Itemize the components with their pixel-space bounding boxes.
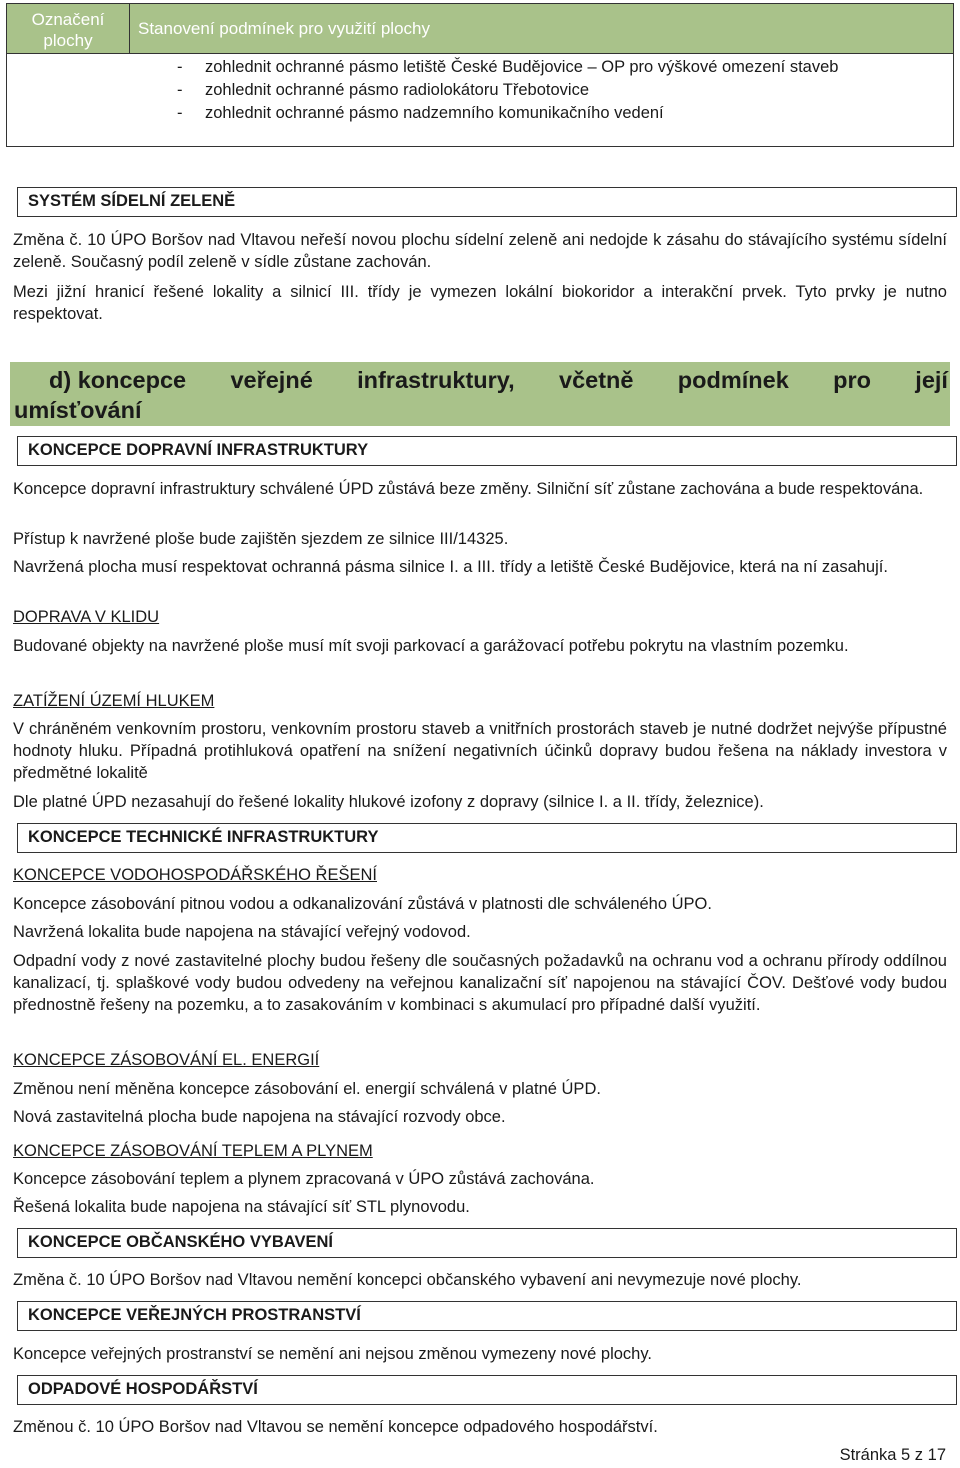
paragraph-el-1: Změnou není měněna koncepce zásobování el. energií schválená v platné ÚPD. (13, 1080, 601, 1098)
paragraph-zelen-1: Změna č. 10 ÚPO Boršov nad Vltavou neřeší novou plochu sídelní zeleně ani nedojde k zásahu do stávajícího systému sídelní zeleně. Současný podíl zeleně v sídle zůstane zachován. (13, 231, 947, 271)
row-dash: - (177, 104, 183, 122)
paragraph-doprava-3: Navržená plocha musí respektovat ochranná pásma silnice I. a III. třídy a letiště České Budějovice, která na ní zasahují. (13, 558, 888, 576)
row-text: zohlednit ochranné pásmo radiolokátoru Třebotovice (205, 81, 590, 99)
title-word: d) koncepce (49, 367, 187, 393)
title-word: podmínek (677, 367, 789, 393)
subheading-hluk: ZATÍŽENÍ ÚZEMÍ HLUKEM (13, 692, 215, 710)
paragraph-hluk-1: V chráněném venkovním prostoru, venkovním prostoru staveb a vnitřních prostorách staveb je nutné dodržet nejvýše přípustné hodnoty hluku. Případná protihluková opatření na snížení negativních účinků dopravy budou řešena na náklady investora v předmětné lokalitě (13, 720, 947, 782)
subheading-el: KONCEPCE ZÁSOBOVÁNÍ EL. ENERGIÍ (13, 1051, 320, 1069)
paragraph-klid: Budované objekty na navržené ploše musí mít svoji parkovací a garážovací potřebu pokrytu na vlastním pozemku. (13, 637, 849, 655)
subheading-voda: KONCEPCE VODOHOSPODÁŘSKÉHO ŘEŠENÍ (13, 866, 377, 884)
subheading-klid: DOPRAVA V KLIDU (13, 608, 160, 626)
table-col2-header: Stanovení podmínek pro využití plochy (138, 19, 430, 38)
title-word: veřejné (230, 367, 313, 393)
paragraph-voda-2: Navržená lokalita bude napojena na stávající veřejný vodovod. (13, 923, 471, 941)
paragraph-obcanske: Změna č. 10 ÚPO Boršov nad Vltavou nemění koncepci občanského vybavení ani nevymezuje nové plochy. (13, 1271, 802, 1289)
chapter-title-line1 (14, 365, 948, 395)
section-heading-obcanske: KONCEPCE OBČANSKÉHO VYBAVENÍ (17, 1228, 957, 1258)
table-header-line (7, 53, 953, 54)
paragraph-prostranstvi: Koncepce veřejných prostranství se nemění ani nejsou změnou vymezeny nové plochy. (13, 1345, 652, 1363)
title-word: pro (833, 367, 871, 393)
paragraph-voda-3: Odpadní vody z nové zastavitelné plochy budou řešeny dle současných požadavků na ochranu vod a ochranu přírody oddílnou kanalizací, tj. splaškové vody budou odvedeny na veřejnou kanalizační síť napojenou na stávající ČOV. Dešťové vody budou přednostně řešeny na pozemku, a to zasakováním v kombinaci s akumulací pro případné další využití. (13, 952, 947, 1014)
table-row (177, 56, 947, 79)
title-word: její (915, 367, 948, 393)
table-row (177, 102, 947, 125)
title-word: včetně (559, 367, 634, 393)
table-divider (129, 4, 130, 53)
paragraph-odpad: Změnou č. 10 ÚPO Boršov nad Vltavou se nemění koncepce odpadového hospodářství. (13, 1418, 658, 1436)
paragraph-el-2: Nová zastavitelná plocha bude napojena na stávající rozvody obce. (13, 1108, 506, 1126)
row-text: zohlednit ochranné pásmo nadzemního komunikačního vedení (205, 104, 664, 122)
section-heading-zelen: SYSTÉM SÍDELNÍ ZELENĚ (17, 187, 957, 217)
paragraph-plyn-2: Řešená lokalita bude napojena na stávající síť STL plynovodu. (13, 1198, 470, 1216)
page-number: Stránka 5 z 17 (839, 1446, 946, 1464)
paragraph-hluk-2: Dle platné ÚPD nezasahují do řešené lokality hlukové izofony z dopravy (silnice I. a II. třídy, železnice). (13, 793, 764, 811)
chapter-title-line2: umísťování (14, 397, 142, 423)
row-dash: - (177, 58, 183, 76)
row-dash: - (177, 81, 183, 99)
row-text: zohlednit ochranné pásmo letiště České Budějovice – OP pro výškové omezení staveb (205, 58, 839, 76)
section-heading-prostranstvi: KONCEPCE VEŘEJNÝCH PROSTRANSTVÍ (17, 1301, 957, 1331)
paragraph-plyn-1: Koncepce zásobování teplem a plynem zpracovaná v ÚPO zůstává zachována. (13, 1170, 595, 1188)
paragraph-doprava-2: Přístup k navržené ploše bude zajištěn sjezdem ze silnice III/14325. (13, 530, 509, 548)
paragraph-zelen-2: Mezi jižní hranicí řešené lokality a silnicí III. třídy je vymezen lokální biokoridor a interakční prvek. Tyto prvky je nutno respektovat. (13, 283, 947, 323)
table-rows (177, 56, 947, 125)
paragraph-voda-1: Koncepce zásobování pitnou vodou a odkanalizování zůstává v platnosti dle schváleného ÚPO. (13, 895, 712, 913)
section-heading-odpad: ODPADOVÉ HOSPODÁŘSTVÍ (17, 1375, 957, 1405)
subheading-plyn: KONCEPCE ZÁSOBOVÁNÍ TEPLEM A PLYNEM (13, 1142, 373, 1160)
table-col1-header: Označení plochy (31, 10, 105, 50)
title-word: infrastruktury, (357, 367, 515, 393)
paragraph-doprava-1: Koncepce dopravní infrastruktury schválené ÚPD zůstává beze změny. Silniční síť zůstane zachována a bude respektována. (13, 480, 924, 498)
section-heading-doprava: KONCEPCE DOPRAVNÍ INFRASTRUKTURY (17, 436, 957, 466)
section-heading-tech: KONCEPCE TECHNICKÉ INFRASTRUKTURY (17, 823, 957, 853)
table-row (177, 79, 947, 102)
chapter-title (14, 365, 948, 425)
conditions-table (6, 3, 954, 147)
